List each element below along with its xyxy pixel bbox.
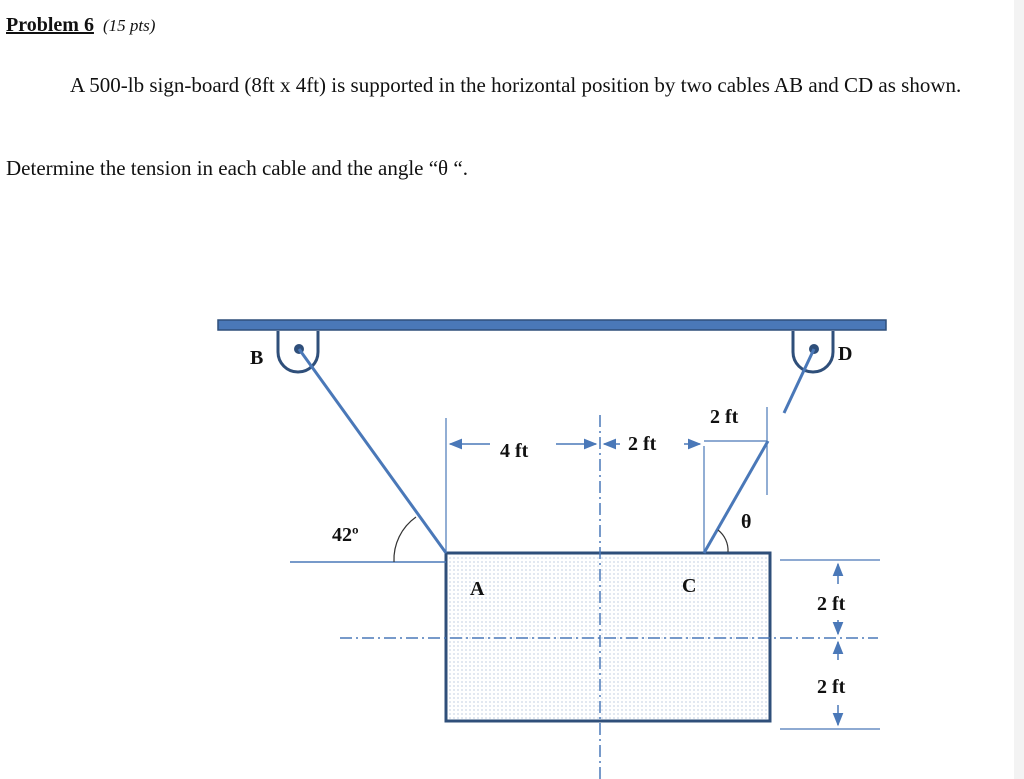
- cable-cd-upper: [784, 349, 814, 413]
- problem-title: Problem 6: [6, 14, 94, 36]
- sign-board: [446, 553, 770, 721]
- dim-2ft-mid-label: 2 ft: [628, 433, 657, 455]
- angle-42-label: 42º: [332, 524, 359, 546]
- dim-2ft-lower-label: 2 ft: [817, 676, 846, 698]
- label-b: B: [250, 347, 264, 369]
- label-c: C: [682, 575, 697, 597]
- cable-cd: [704, 441, 768, 553]
- angle-arc-42: [394, 517, 416, 562]
- label-d: D: [838, 343, 853, 365]
- problem-points: (15 pts): [102, 16, 156, 35]
- problem-task: Determine the tension in each cable and the angle “θ “.: [6, 156, 468, 180]
- cable-ab: [299, 349, 446, 553]
- theta-label: θ: [741, 511, 752, 533]
- dim-4ft-label: 4 ft: [500, 440, 529, 462]
- ceiling-beam: [218, 320, 886, 330]
- dim-2ft-top-label: 2 ft: [710, 406, 739, 428]
- angle-arc-theta: [718, 530, 728, 552]
- dim-2ft-upper-label: 2 ft: [817, 593, 846, 615]
- label-a: A: [470, 578, 485, 600]
- problem-statement: A 500-lb sign-board (8ft x 4ft) is supported in the horizontal position by two cables AB and CD as shown.: [70, 73, 962, 97]
- page-edge: [1014, 0, 1024, 779]
